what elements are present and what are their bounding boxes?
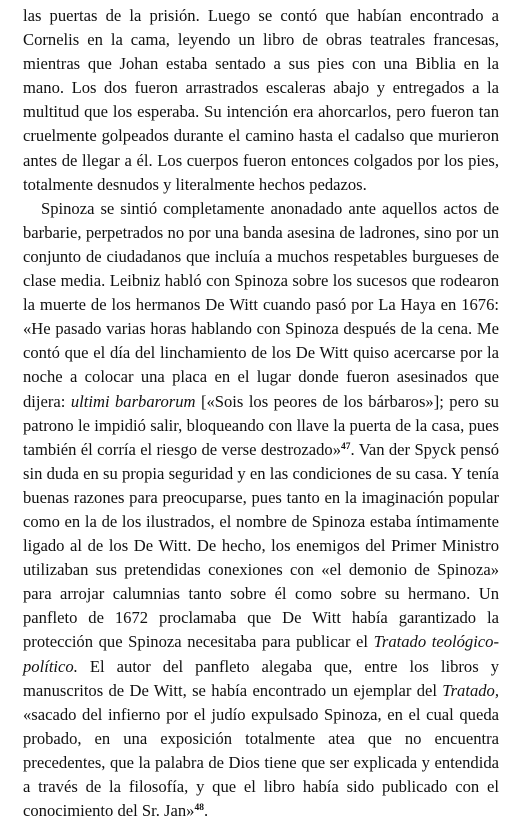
paragraph-text: «sacado del infierno por el judío expulsado Spinoza, en el cual queda probado, en una exposición totalmente atea que no encuentra precedentes, que la palabra de Dios tiene que ser explicada y entendida a través de la filosofía, y que el libro había sido publicado con el conocimiento del Sr. Jan» <box>23 704 499 821</box>
paragraph <box>23 4 499 197</box>
paragraph-text: [«Sois los peores de los bárbaros»]; pero su patrono le impidió salir, bloqueando con llave la puerta de la casa, pues también él corría el riesgo de verse destrozado» <box>23 391 499 459</box>
book-title: Tratado, <box>442 680 499 700</box>
paragraph-text: El autor del panfleto alegaba que, entre los libros y manuscritos de De Witt, se había encontrado un ejemplar del <box>23 656 499 700</box>
paragraph-text: las puertas de la prisión. Luego se contó que habían encontrado a Cornelis en la cama, leyendo un libro de obras teatrales francesas, mientras que Johan estaba sentado a sus pies con una Biblia en la mano. Los dos fueron arrastrados escaleras abajo y entregados a la multitud que los esperaba. Su intención era ahorcarlos, pero fueron tan cruelmente golpeados durante el camino hasta el cadalso que murieron antes de llegar a él. Los cuerpos fueron entonces colgados por los pies, totalmente desnudos y literalmente hechos pedazos. <box>23 6 499 194</box>
latin-phrase: ultimi barbarorum <box>70 391 196 411</box>
footnote-marker: 48 <box>194 803 204 814</box>
paragraph-text: Spinoza se sintió completamente anonadado ante aquellos actos de barbarie, perpetrados no por una banda asesina de ladrones, sino por un conjunto de ciudadanos que incluía a muchos respetables burgueses de clase media. Leibniz habló con Spinoza sobre los sucesos que rodearon la muerte de los hermanos De Witt cuando pasó por La Haya en 1676: «He pasado varias horas hablando con Spinoza después de la cena. Me contó que el día del linchamiento de los De Witt quiso acercarse por la noche a colocar una placa en el lugar donde fueron asesinados que dijera: <box>23 198 499 411</box>
paragraph-text: . <box>203 801 209 821</box>
book-page <box>23 4 499 823</box>
paragraph <box>23 197 499 823</box>
paragraph-text: . Van der Spyck pensó sin duda en su propia seguridad y en las condiciones de su casa. Y tenía buenas razones para preocuparse, pues tanto en la imaginación popular como en la de los ilustrados, el nombre de Spinoza estaba íntimamente ligado al de los De Witt. De hecho, los enemigos del Primer Ministro utilizaban sus pretendidas conexiones con «el demonio de Spinoza» para arrojar calumnias tanto sobre él como sobre su hermano. Un panfleto de 1672 proclamaba que De Witt había garantizado la protección que Spinoza necesitaba para publicar el <box>23 439 499 652</box>
book-title: Tratado teológico-político. <box>23 632 499 676</box>
footnote-marker: 47 <box>341 441 351 452</box>
